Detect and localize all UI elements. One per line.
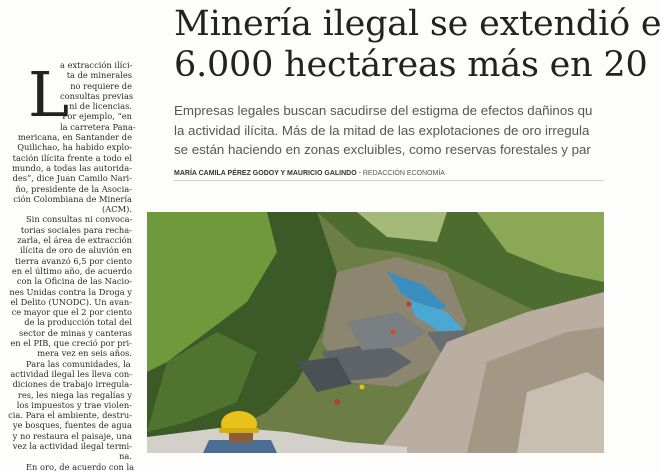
body-line: mundo, a todas las autorida- xyxy=(12,162,132,173)
body-line: en el último año, de acuerdo xyxy=(11,265,132,276)
body-line: mera vez en seis años. xyxy=(37,348,132,359)
body-line: torias sociales para recha- xyxy=(20,224,132,235)
body-line: vez la actividad ilegal termi- xyxy=(12,440,132,451)
worker-helmet-brim xyxy=(219,428,259,433)
body-line: zarla, el área de extracción xyxy=(17,235,132,246)
body-line: Sin consultas ni convoca- xyxy=(26,214,133,225)
body-line: Quilichao, ha habido explo- xyxy=(17,142,132,153)
body-line: en el PIB, que creció por pri- xyxy=(10,338,132,349)
body-line: ño, presidente de la Asocia- xyxy=(15,183,132,194)
body-line: actividad ilegal les lleva con- xyxy=(10,368,132,379)
body-line: diciones de trabajo irregula- xyxy=(12,379,132,390)
deck xyxy=(174,101,614,160)
byline-rule xyxy=(174,180,604,181)
deck-line: se están haciendo en zonas excluibles, como reservas forestales y par xyxy=(174,142,591,157)
body-line: na. xyxy=(119,451,132,462)
body-line: ye bosques, fuentes de agua xyxy=(12,420,132,431)
body-line: mericana, en Santander de xyxy=(17,132,132,143)
body-line: con la Oficina de las Nacio- xyxy=(16,276,132,287)
distant-worker xyxy=(391,330,396,335)
distant-worker xyxy=(360,385,365,390)
worker-face xyxy=(229,433,253,443)
body-line: Por ejemplo, “en xyxy=(62,111,132,122)
dropcap: L xyxy=(28,58,70,131)
headline-line: Minería ilegal se extendió e xyxy=(174,4,661,44)
body-line: los impuestos y trae violen- xyxy=(16,399,132,410)
body-line: a extracción ilíci- xyxy=(60,60,133,70)
body-line: ta de minerales xyxy=(66,70,132,81)
body-column xyxy=(2,60,136,472)
body-line: ción Colombiana de Minería xyxy=(13,193,132,204)
body-line: En oro, de acuerdo con la xyxy=(26,461,135,472)
body-line: el Delito (UNODC). Un avan- xyxy=(10,296,132,307)
byline xyxy=(174,170,604,177)
byline-section: - REDACCIÓN ECONOMÍA xyxy=(356,170,445,177)
body-line: des”, dice Juan Camilo Nari- xyxy=(12,173,132,184)
body-line: ni de licencias. xyxy=(69,101,132,112)
mining-site-photo xyxy=(147,212,604,453)
body-line: Para las comunidades, la xyxy=(26,358,131,369)
body-line: sector de minas y canteras xyxy=(19,327,132,338)
body-line: y no restaura el paisaje, una xyxy=(12,430,132,441)
deck-line: la actividad ilícita. Más de la mitad de las explotaciones de oro irregula xyxy=(174,122,590,138)
body-line: nes Unidas contra la Droga y xyxy=(9,286,132,297)
distant-worker xyxy=(407,302,412,307)
distant-worker xyxy=(334,399,340,405)
body-line: la carretera Pana- xyxy=(60,121,136,132)
body-line: de la producción total del xyxy=(24,317,132,328)
body-line: no requiere de xyxy=(70,80,132,91)
body-line: (ACM). xyxy=(102,204,132,215)
body-line: tierra avanzó 6,5 por ciento xyxy=(15,255,132,266)
deck-line: Empresas legales buscan sacudirse del estigma de efectos dañinos qu xyxy=(174,103,593,118)
body-line: res, les niega las regalías y xyxy=(17,389,132,400)
byline-authors: MARÍA CAMILA PÉREZ GODOY Y MAURICIO GALINDO xyxy=(174,170,357,177)
news-photo xyxy=(147,212,604,453)
body-line: ilícita de oro de aluvión en xyxy=(19,245,132,256)
body-line: consultas previas xyxy=(60,90,134,101)
body-line: cia. Para el ambiente, destru- xyxy=(8,410,132,421)
headline-line: 6.000 hectáreas más en 20 xyxy=(174,45,648,85)
headline xyxy=(174,4,661,86)
body-line: tación ilícita frente a todo el xyxy=(12,152,132,163)
body-line: ce mayor que el 2 por ciento xyxy=(11,307,132,318)
